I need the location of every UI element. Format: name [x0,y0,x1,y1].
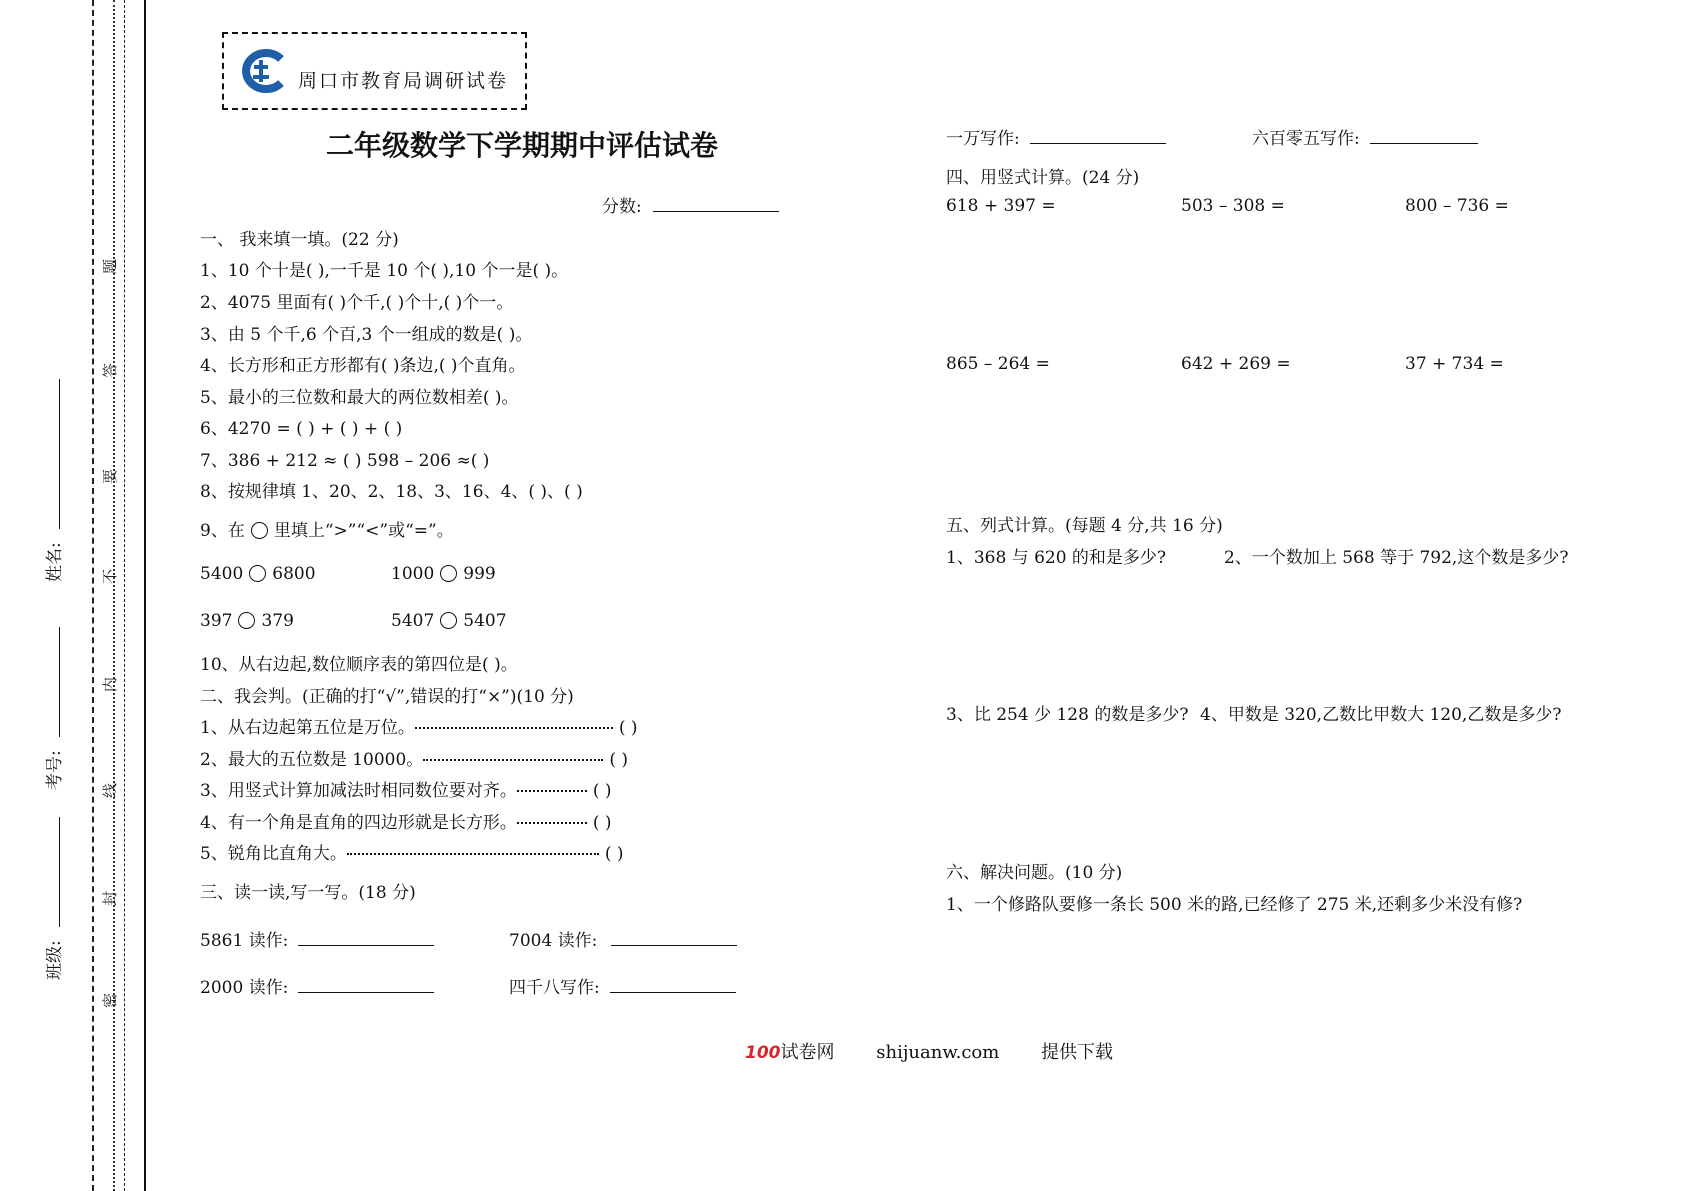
word-calc-problem: 4、甲数是 320,乙数比甲数大 120,乙数是多少? [1200,705,1562,725]
judge-item: 1、从右边起第五位是万位。 ( ) [200,718,638,738]
read-write-item: 5861 读作: [200,926,434,951]
answer-blank[interactable] [610,976,736,993]
section1-heading: 一、 我来填一填。(22 分) [200,230,399,250]
vertical-calc-problem: 642 + 269 = [1181,354,1291,374]
word-calc-problem: 1、368 与 620 的和是多少? [946,548,1167,568]
site-logo-icon: 100 [745,1043,781,1063]
vertical-calc-problem: 37 + 734 = [1405,354,1504,374]
section1-item: 6、4270 = ( ) + ( ) + ( ) [200,419,403,439]
compare-item: 1000 999 [391,564,496,584]
dot-leader [347,853,599,855]
section1-item: 2、4075 里面有( )个千,( )个十,( )个一。 [200,293,514,313]
answer-blank[interactable] [1030,127,1166,144]
margin-solid-line [144,0,146,1191]
section1-item: 1、10 个十是( ),一千是 10 个( ),10 个一是( )。 [200,261,569,281]
circle-icon [251,522,268,539]
answer-box[interactable]: ( ) [592,781,612,801]
margin-dashed-line-left [92,0,94,1191]
vertical-calc-problem: 865 – 264 = [946,354,1050,374]
read-write-item: 四千八写作: [509,973,736,998]
read-write-item: 一万写作: [946,124,1166,149]
application-problem: 1、一个修路队要修一条长 500 米的路,已经修了 275 米,还剩多少米没有修? [946,895,1523,915]
dot-leader [517,822,587,824]
seal-char: 不 [101,568,120,585]
section3-heading: 三、读一读,写一写。(18 分) [200,883,416,903]
seal-char: 封 [101,890,120,907]
exam-number-label: 考号: [40,627,65,790]
section1-item: 5、最小的三位数和最大的两位数相差( )。 [200,388,519,408]
footer [745,1038,1113,1064]
exam-number-blank[interactable] [43,627,60,737]
seal-char: 密 [101,992,120,1009]
footer-note: 提供下载 [1041,1042,1114,1063]
vertical-calc-problem: 800 – 736 = [1405,196,1509,216]
read-write-item: 2000 读作: [200,973,434,998]
section4-heading: 四、用竖式计算。(24 分) [946,168,1140,188]
answer-blank[interactable] [298,976,434,993]
judge-item: 5、锐角比直角大。 ( ) [200,844,624,864]
seal-char: 题 [101,258,120,275]
vertical-calc-problem: 618 + 397 = [946,196,1056,216]
seal-char: 答 [101,362,120,379]
answer-blank[interactable] [298,929,434,946]
section5-heading: 五、列式计算。(每题 4 分,共 16 分) [946,516,1223,536]
word-calc-problem: 3、比 254 少 128 的数是多少? [946,705,1189,725]
section2-heading: 二、我会判。(正确的打“√”,错误的打“×”)(10 分) [200,687,574,707]
section1-item: 3、由 5 个千,6 个百,3 个一组成的数是( )。 [200,325,533,345]
name-label: 姓名: [40,379,65,582]
judge-item: 2、最大的五位数是 10000。 ( ) [200,750,628,770]
section1-item: 7、386 + 212 ≈ ( ) 598 – 206 ≈( ) [200,451,490,471]
seal-char: 内 [101,676,120,693]
judge-item: 4、有一个角是直角的四边形就是长方形。 ( ) [200,813,612,833]
name-blank[interactable] [43,379,60,529]
word-calc-problem: 2、一个数加上 568 等于 792,这个数是多少? [1224,548,1569,568]
section1-item: 8、按规律填 1、20、2、18、3、16、4、( )、( ) [200,482,583,502]
score-blank[interactable] [653,195,779,212]
section6-heading: 六、解决问题。(10 分) [946,863,1123,883]
vertical-calc-problem: 503 – 308 = [1181,196,1285,216]
answer-box[interactable]: ( ) [592,813,612,833]
header-logo-box [222,32,527,110]
margin-dashed-line-right [124,0,125,1191]
education-bureau-logo-icon [237,49,287,93]
compare-item: 397 379 [200,611,294,631]
dot-leader [423,759,603,761]
read-write-item: 7004 读作: [509,926,737,951]
answer-box[interactable]: ( ) [609,750,628,770]
compare-circle[interactable] [440,565,457,582]
dot-leader [517,790,587,792]
compare-item: 5407 5407 [391,611,507,631]
seal-char: 线 [101,782,120,799]
compare-item: 5400 6800 [200,564,316,584]
answer-blank[interactable] [1370,127,1478,144]
score-field: 分数: [602,192,779,217]
dot-leader [415,727,613,729]
answer-box[interactable]: ( ) [618,718,638,738]
margin-dotted-line [113,0,115,1191]
compare-circle[interactable] [238,612,255,629]
site-name: 试卷网 [780,1042,835,1063]
class-label: 班级: [40,817,65,980]
answer-blank[interactable] [611,929,737,946]
seal-char: 要 [101,468,120,485]
class-blank[interactable] [43,817,60,927]
logo-text: 周口市教育局调研试卷 [298,70,509,92]
exam-title: 二年级数学下学期期中评估试卷 [326,129,719,162]
site-url[interactable]: shijuanw.com [876,1042,1000,1063]
read-write-item: 六百零五写作: [1252,124,1478,149]
section1-item: 4、长方形和正方形都有( )条边,( )个直角。 [200,356,526,376]
section1-item9: 9、在 里填上“>”“<”或“=”。 [200,521,454,541]
compare-circle[interactable] [249,565,266,582]
compare-circle[interactable] [440,612,457,629]
judge-item: 3、用竖式计算加减法时相同数位要对齐。 ( ) [200,781,612,801]
section1-item10: 10、从右边起,数位顺序表的第四位是( )。 [200,655,518,675]
answer-box[interactable]: ( ) [604,844,624,864]
